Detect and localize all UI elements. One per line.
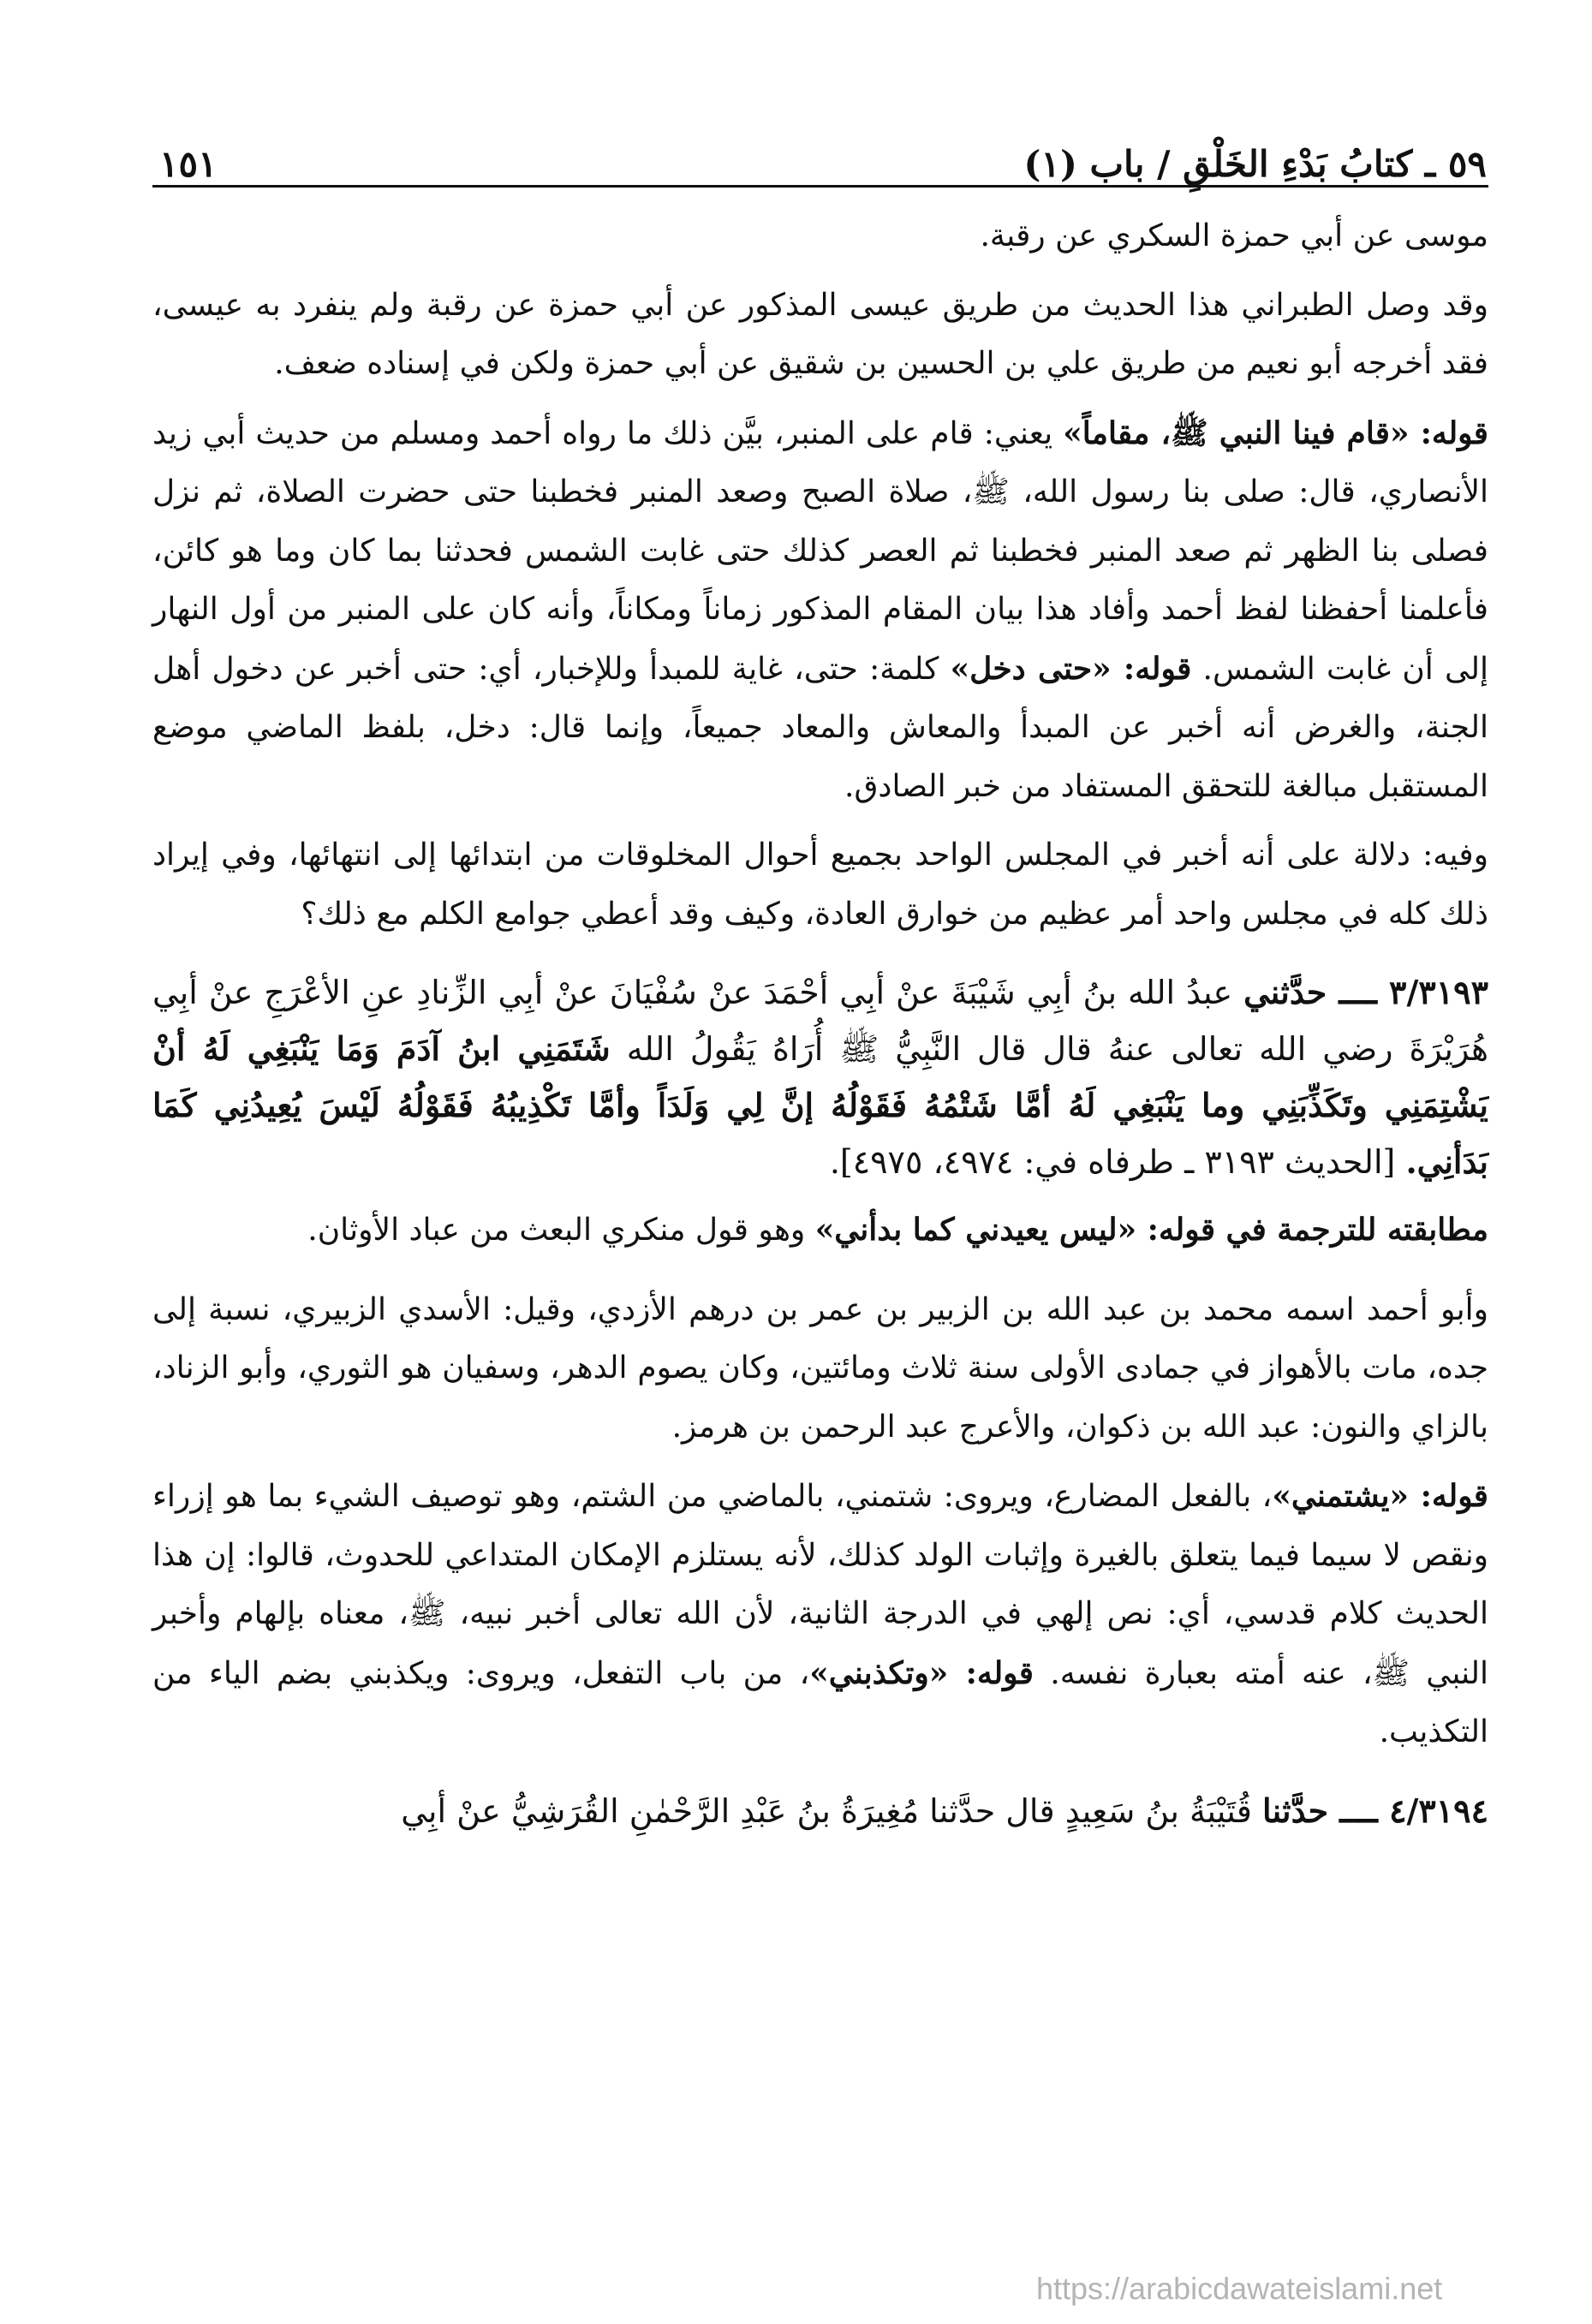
page-body bbox=[152, 207, 1488, 1850]
commentary-paragraph bbox=[152, 1467, 1488, 1762]
commentary-paragraph bbox=[152, 277, 1488, 394]
bold-text-segment: ٤/٣١٩٤ ــــ حدَّثنا bbox=[1262, 1791, 1488, 1830]
text-segment: كلمة: حتى، غاية للمبدأ وللإخبار، أي: حتى أخبر عن دخول أهل الجنة، والغرض أنه أخبر عن المبدأ والمعاش والمعاد جميعاً، وإنما قال: دخل، بلفظ الماضي موضع المستقبل مبالغة للتحقق المستفاد من خبر الصادق. bbox=[152, 651, 1488, 804]
bold-text-segment: قوله: «قام فينا النبي ﷺ، مقاماً» bbox=[1063, 414, 1488, 451]
page-number: ١٥١ bbox=[159, 143, 218, 185]
text-segment: وفيه: دلالة على أنه أخبر في المجلس الواحد بجميع أحوال المخلوقات من ابتدائها إلى انتهائها، وفي إيراد ذلك كله في مجلس واحد أمر عظيم من خوارق العادة، وكيف وقد أعطي جوامع الكلم مع ذلك؟ bbox=[152, 837, 1488, 932]
bold-text-segment: مطابقته للترجمة في قوله: «ليس يعيدني كما بدأني» bbox=[814, 1212, 1488, 1248]
commentary-paragraph bbox=[152, 826, 1488, 944]
commentary-paragraph bbox=[152, 1281, 1488, 1457]
bold-text-segment: شَتَمَنِي ابنُ آدَمَ وَمَا يَنْبَغِي لَهُ أنْ يَشْتِمَنِي وتَكَذِّبَنِي وما يَنْبَغِي لَهُ أمَّا شَتْمُهُ فَقَوْلُهُ إنَّ لِي وَلَدَاً وأمَّا تَكْذِيبُهُ فَقَوْلُهُ لَيْسَ يُعِيدُنِي كَمَا بَدَأنِي. bbox=[152, 1029, 1488, 1181]
commentary-paragraph bbox=[152, 207, 1488, 266]
commentary-paragraph bbox=[152, 404, 1488, 817]
bold-text-segment: قوله: «وتكذبني» bbox=[809, 1654, 1034, 1691]
text-segment: وهو قول منكري البعث من عباد الأوثان. bbox=[307, 1213, 815, 1248]
text-segment: موسى عن أبي حمزة السكري عن رقبة. bbox=[980, 218, 1488, 253]
bold-text-segment: قوله: «حتى دخل» bbox=[950, 650, 1192, 687]
text-segment: قُتَيْبَةُ بنُ سَعِيدٍ قال حدَّثنا مُغِيرَةُ بنُ عَبْدِ الرَّحْمٰنِ القُرَشِيُّ عنْ أبِي bbox=[401, 1791, 1262, 1830]
text-segment: ، من باب التفعل، ويروى: ويكذبني بضم الياء من التكذيب. bbox=[152, 1655, 1488, 1749]
text-segment: يعني: قام على المنبر، بيَّن ذلك ما رواه أحمد ومسلم من حديث أبي زيد الأنصاري، قال: صلى بنا رسول الله، ﷺ، صلاة الصبح وصعد المنبر فخطبنا حتى حضرت الصلاة، ثم نزل فصلى بنا الظهر ثم صعد المنبر فخطبنا ثم العصر كذلك حتى غابت الشمس فحدثنا بما كان وما هو كائن، فأعلمنا أحفظنا لفظ أحمد وأفاد هذا بيان المقام المذكور زماناً ومكاناً، وأنه كان على المنبر من أول النهار إلى أن غابت الشمس. bbox=[152, 415, 1488, 687]
bold-text-segment: قوله: «يشتمني» bbox=[1272, 1478, 1489, 1514]
watermark-url: https://arabicdawateislami.net bbox=[1036, 2271, 1443, 2306]
running-title: ٥٩ ـ كتابُ بَدْءِ الخَلْقِ / باب (١) bbox=[1023, 143, 1487, 185]
text-segment: وأبو أحمد اسمه محمد بن عبد الله بن الزبير بن عمر بن درهم الأزدي، وقيل: الأسدي الزبيري، نسبة إلى جده، مات بالأهواز في جمادى الأولى سنة ثلاث ومائتين، وكان يصوم الدهر، وسفيان هو الثوري، وأبو الزناد، بالزاي والنون: عبد الله بن ذكوان، والأعرج عبد الرحمن بن هرمز. bbox=[152, 1291, 1488, 1445]
text-segment: ، بالفعل المضارع، ويروى: شتمني، بالماضي من الشتم، وهو توصيف الشيء بما هو إزراء ونقص لا سيما فيما يتعلق بالغيرة وإثبات الولد كذلك، لأنه يستلزم الإمكان المتداعي للحدوث، قالوا: إن هذا الحديث كلام قدسي، أي: نص إلهي في الدرجة الثانية، لأن الله تعالى أخبر نبيه، ﷺ، معناه بإلهام وأخبر النبي ﷺ، عنه أمته بعبارة نفسه. bbox=[152, 1479, 1489, 1691]
text-segment: عبدُ الله بنُ أبِي شَيْبَةَ عنْ أبِي أحْمَدَ عنْ سُفْيَانَ عنْ أبِي الزِّنادِ عنِ الأعْرَجِ عنْ أبِي هُرَيْرَةَ رضي الله تعالى عنهُ قال قال النَّبِيُّ ﷺ أُرَاهُ يَقُولُ الله bbox=[152, 974, 1488, 1068]
text-segment: [الحديث ٣١٩٣ ـ طرفاه في: ٤٩٧٤، ٤٩٧٥]. bbox=[829, 1143, 1406, 1181]
text-segment: وقد وصل الطبراني هذا الحديث من طريق عيسى المذكور عن أبي حمزة عن رقبة ولم ينفرد به عيسى، فقد أخرجه أبو نعيم من طريق علي بن الحسين بن شقيق عن أبي حمزة ولكن في إسناده ضعف. bbox=[152, 287, 1488, 381]
hadith-paragraph bbox=[152, 1783, 1488, 1839]
hadith-paragraph bbox=[152, 964, 1488, 1190]
book-page bbox=[152, 111, 1488, 2303]
bold-text-segment: ٣/٣١٩٣ ــــ حدَّثني bbox=[1243, 973, 1488, 1011]
commentary-paragraph bbox=[152, 1201, 1488, 1260]
page-header bbox=[152, 111, 1488, 188]
